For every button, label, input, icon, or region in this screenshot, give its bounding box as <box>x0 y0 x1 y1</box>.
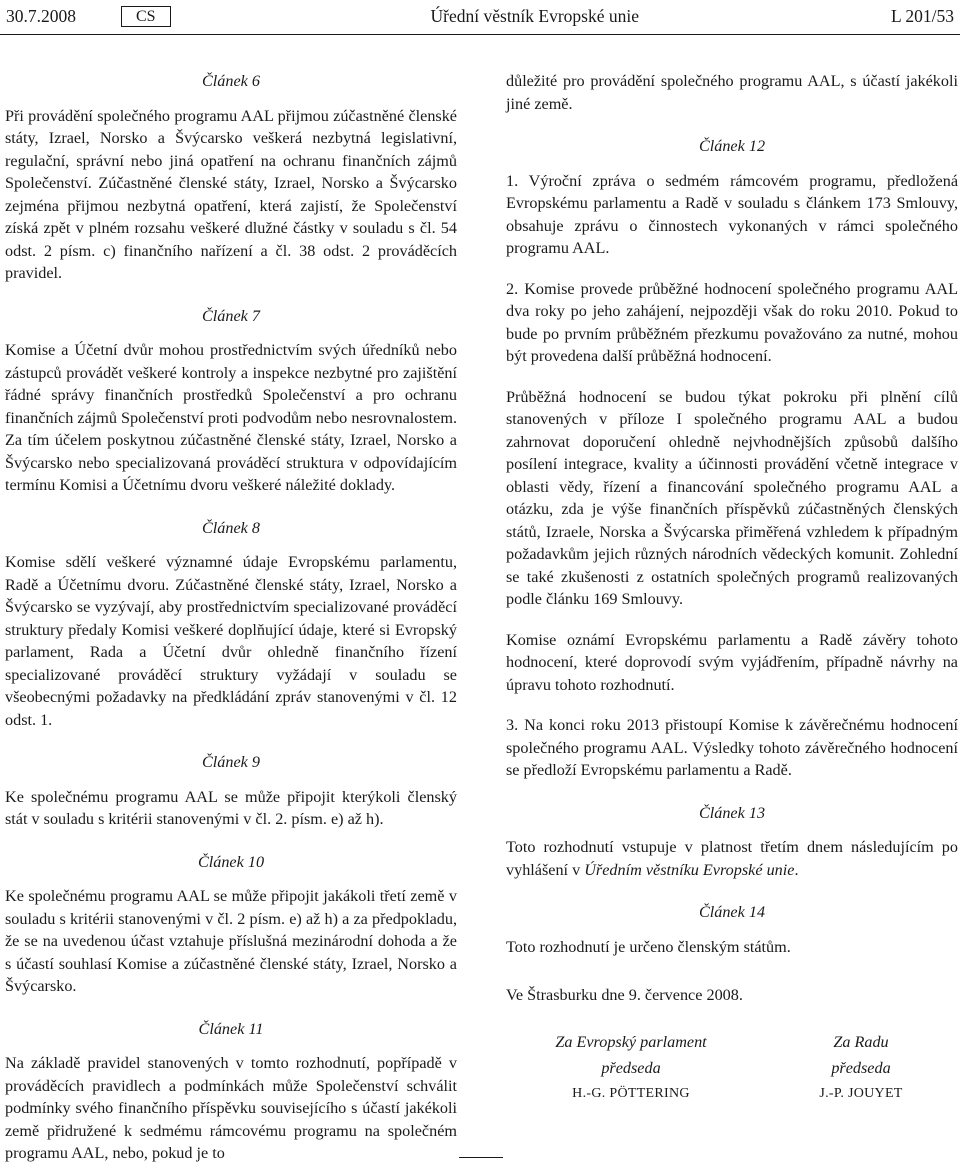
article-6 <box>5 70 457 285</box>
journal-title: Úřední věstník Evropské unie <box>430 5 640 26</box>
article-13 <box>506 802 958 882</box>
signatory-role: předseda <box>831 1058 891 1077</box>
article-7 <box>5 305 457 497</box>
header-divider <box>0 34 960 35</box>
article-14 <box>506 901 958 958</box>
article-title: Článek 13 <box>698 803 766 822</box>
signatory-role: předseda <box>601 1058 661 1077</box>
signatory-institution: Za Evropský parlament <box>555 1032 707 1051</box>
article-paragraph: Toto rozhodnutí je určeno členským státům. <box>506 937 791 956</box>
article-paragraph: Ke společnému programu AAL se může připojit jakákoli třetí země v souladu s kritérii stanovenými v čl. 2 písm. e) až h) a za předpokladu, že se na uvedenou účast vztahuje příslušná mezinárodní dohoda a že s účastí souhlasí Komise a zúčastněné členské státy, Izrael, Norsko a Švýcarsko. <box>5 887 457 995</box>
article-paragraph: Při provádění společného programu AAL přijmou zúčastněné členské státy, Izrael, Norsko a Švýcarsko veškerá nezbytná legislativní, regulační, správní nebo jiná opatření na ochranu finančních zájmů Společenství. Zúčastněné členské státy, Izrael, Norsko a Švýcarsko zejména přijmou nezbytná opatření, která zajistí, že Společenství získá zpět v plném rozsahu veškeré dlužné částky v souladu s čl. 54 odst. 2 písm. c) finančního nařízení a čl. 38 odst. 2 prováděcích pravidel. <box>5 106 457 282</box>
article-paragraph: Komise sdělí veškeré významné údaje Evropskému parlamentu, Radě a Účetnímu dvoru. Zúčastněné členské státy, Izrael, Norsko a Švýcarsko se vyzývají, aby prostřednictvím specializované prováděcí struktury předaly Komisi veškeré doplňující údaje, které si Evropský parlament, Rada a Účetní dvůr ohledně finančního řízení specializované prováděcí struktury vyžádají v souladu se všeobecnými požadavky na předkládání zpráv stanovenými v čl. 12 odst. 1. <box>5 553 457 729</box>
article-9 <box>5 751 457 831</box>
left-column <box>5 70 457 1165</box>
article-paragraph: Komise a Účetní dvůr mohou prostřednictvím svých úředníků nebo zástupců provádět veškeré kontroly a inspekce nezbytné pro zajištění řádné správy finančních prostředků Společenství a pro ochranu finančních zájmů Společenství proti podvodům nebo nesrovnalostem. Za tím účelem poskytnou zúčastněné členské státy, Izrael, Norsko a Švýcarsko nebo specializovaná prováděcí struktura v odpovídajícím termínu Komisi a Účetnímu dvoru veškeré náležité doklady. <box>5 341 457 494</box>
article-12 <box>506 135 958 782</box>
signatory-name: H.-G. PÖTTERING <box>572 1085 690 1101</box>
article-paragraph: Na základě pravidel stanovených v tomto rozhodnutí, popřípadě v prováděcích pravidlech a podmínkách může Společenství schválit podmínky svého finančního příspěvku souvisejícího s účastí jakékoli země přidružené k sedmému rámcovému programu na společném programu AAL, nebo, pokud je to <box>5 1054 457 1162</box>
article-title: Článek 9 <box>202 753 260 771</box>
article-paragraph <box>506 836 958 881</box>
page-header <box>6 0 954 32</box>
article-paragraph: 3. Na konci roku 2013 přistoupí Komise k závěrečnému hodnocení společného programu AAL. Výsledky tohoto závěrečného hodnocení se předloží Evropskému parlamentu a Radě. <box>506 716 958 779</box>
article-text-end: . <box>794 860 799 879</box>
article-paragraph: Průběžná hodnocení se budou týkat pokroku při plnění cílů stanovených v příloze I společného programu AAL a budou zahrnovat doporučení ohledně nejvhodnějších způsobů dalšího posílení integrace, kvality a účinnosti provádění včetně integrace v oblasti vědy, řízení a financování společného programu AAL a otázku, zda je výše finančních příspěvků zúčastněných členských států, Izraele, Norska a Švýcarska přiměřená vzhledem k případným požadavkům jejich různých národních vědeckých komunit. Zohlední se také zkušenosti z ostatních společných programů realizovaných podle článku 169 Smlouvy. <box>506 387 958 608</box>
article-paragraph: 2. Komise provede průběžné hodnocení společného programu AAL dva roky po jeho zahájení, nejpozději však do roku 2010. Pokud to bude po prvním průběžném přezkumu považováno za nutné, mohou být provedena další průběžná hodnocení. <box>506 279 958 365</box>
signature-block <box>506 1029 958 1107</box>
right-column <box>506 70 958 1107</box>
article-8 <box>5 517 457 732</box>
article-11-continuation: důležité pro provádění společného programu AAL, s účastí jakékoli jiné země. <box>506 72 958 113</box>
signature-council <box>776 1029 946 1107</box>
signatory-institution: Za Radu <box>833 1032 889 1051</box>
signature-parliament <box>506 1029 756 1107</box>
signatory-name: J.-P. JOUYET <box>819 1085 903 1101</box>
article-paragraph: 1. Výroční zpráva o sedmém rámcovém programu, předložená Evropskému parlamentu a Radě v souladu s článkem 173 Smlouvy, obsahuje zprávu o činnostech vykonaných v rámci společného programu AAL. <box>506 171 958 257</box>
place-and-date: Ve Štrasburku dne 9. července 2008. <box>506 986 743 1004</box>
article-title: Článek 14 <box>698 903 766 921</box>
article-title: Článek 10 <box>197 852 265 871</box>
article-text: Toto rozhodnutí vstupuje v platnost třetím dnem následujícím po vyhlášení v <box>506 838 958 879</box>
article-title: Článek 6 <box>202 72 260 90</box>
article-title: Článek 12 <box>698 137 766 155</box>
article-paragraph: Komise oznámí Evropskému parlamentu a Radě závěry tohoto hodnocení, které doprovodí svým vyjádřením, případně návrhy na úpravu tohoto rozhodnutí. <box>506 630 958 694</box>
journal-name: Úředním věstníku Evropské unie <box>584 860 795 879</box>
article-title: Článek 7 <box>202 306 260 325</box>
article-10 <box>5 851 457 998</box>
footer-divider <box>459 1157 503 1158</box>
article-11 <box>5 1018 457 1165</box>
article-title: Článek 8 <box>202 518 260 537</box>
page-reference: L 201/53 <box>890 5 954 26</box>
article-title: Článek 11 <box>198 1019 264 1038</box>
language-badge: CS <box>121 6 171 27</box>
publication-date: 30.7.2008 <box>6 5 76 26</box>
article-paragraph: Ke společnému programu AAL se může připojit kterýkoli členský stát v souladu s kritérii stanovenými v čl. 2. písm. e) až h). <box>5 787 457 828</box>
